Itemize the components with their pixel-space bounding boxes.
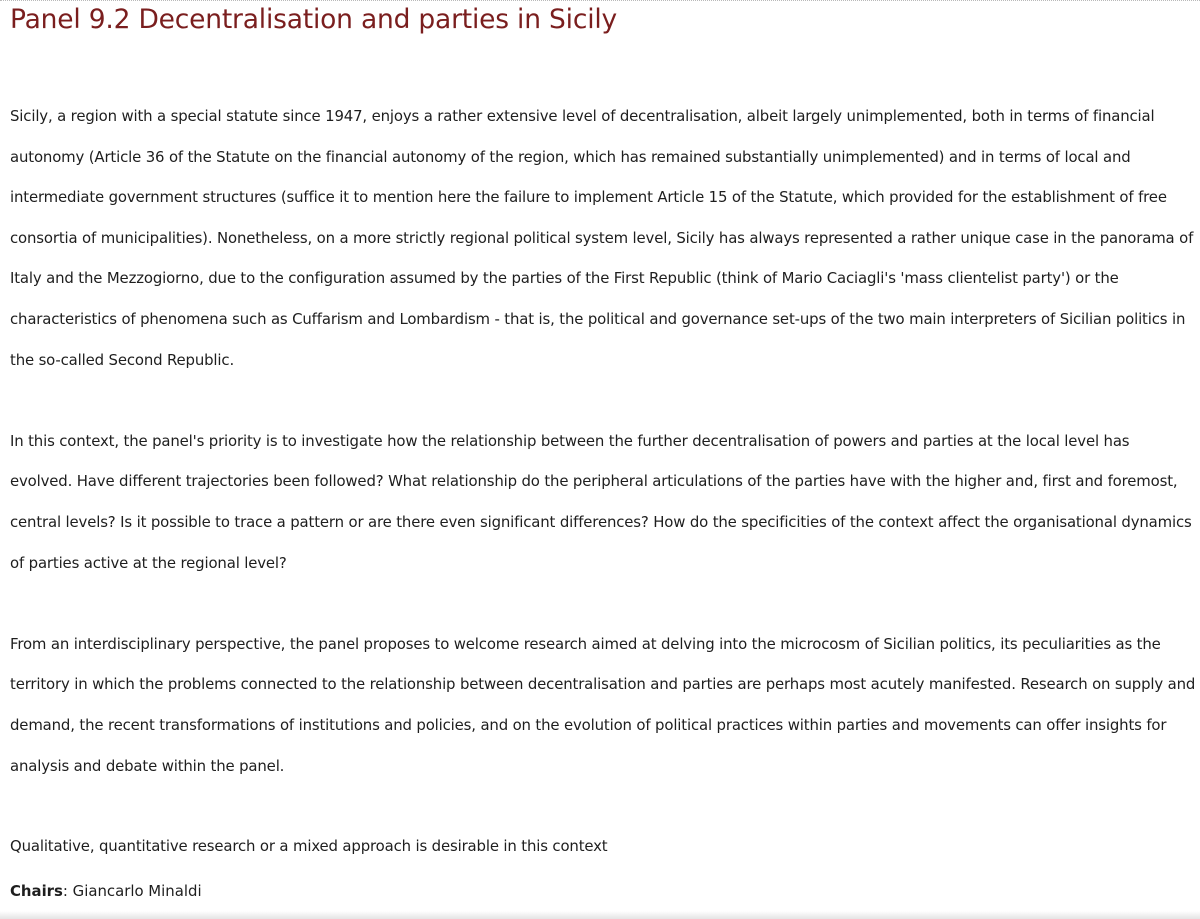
bottom-fade: [0, 911, 1200, 919]
paragraph-context: Sicily, a region with a special statute since 1947, enjoys a rather extensive level of decentralisation, albeit largely unimplemented, both in terms of financial autonomy (Article 36 of the Statute on the financial autonomy of the region, which has remained substantially unimplemented) and in terms of local and intermediate government structures (suffice it to mention here the failure to implement Article 15 of the Statute, which provided for the establishment of free consortia of municipalities). Nonetheless, on a more strictly regional political system level, Sicily has always represented a rather unique case in the panorama of Italy and the Mezzogiorno, due to the configuration assumed by the parties of the First Republic (think of Mario Caciagli's 'mass clientelist party') or the characteristics of phenomena such as Cuffarism and Lombardism - that is, the political and governance set-ups of the two main interpreters of Sicilian politics in the so-called Second Republic.: [10, 107, 1194, 369]
chairs-separator: :: [62, 882, 73, 900]
paragraph-perspective: From an interdisciplinary perspective, the panel proposes to welcome research aimed at delving into the microcosm of Sicilian politics, its peculiarities as the territory in which the problems connected to the relationship between decentralisation and parties are perhaps most acutely manifested. Research on supply and demand, the recent transformations of institutions and policies, and on the evolution of political practices within parties and movements can offer insights for analysis and debate within the panel.: [10, 634, 1196, 775]
paragraph-priority: In this context, the panel's priority is to investigate how the relationship between the further decentralisation of powers and parties at the local level has evolved. Have different trajectories been followed? What relationship do the peripheral articulations of the parties have with the higher and, first and foremost, central levels? Is it possible to trace a pattern or are there even significant differences? How do the specificities of the context affect the organisational dynamics of parties active at the regional level?: [10, 431, 1192, 572]
chairs-line: [10, 880, 202, 902]
panel-description: [10, 96, 1196, 865]
chairs-names: Giancarlo Minaldi: [72, 882, 202, 900]
chairs-label: Chairs: [10, 882, 63, 900]
top-divider: [0, 0, 1200, 1]
page-title: Panel 9.2 Decentralisation and parties in Sicily: [10, 4, 618, 35]
paragraph-approach: Qualitative, quantitative research or a mixed approach is desirable in this context: [10, 836, 608, 855]
